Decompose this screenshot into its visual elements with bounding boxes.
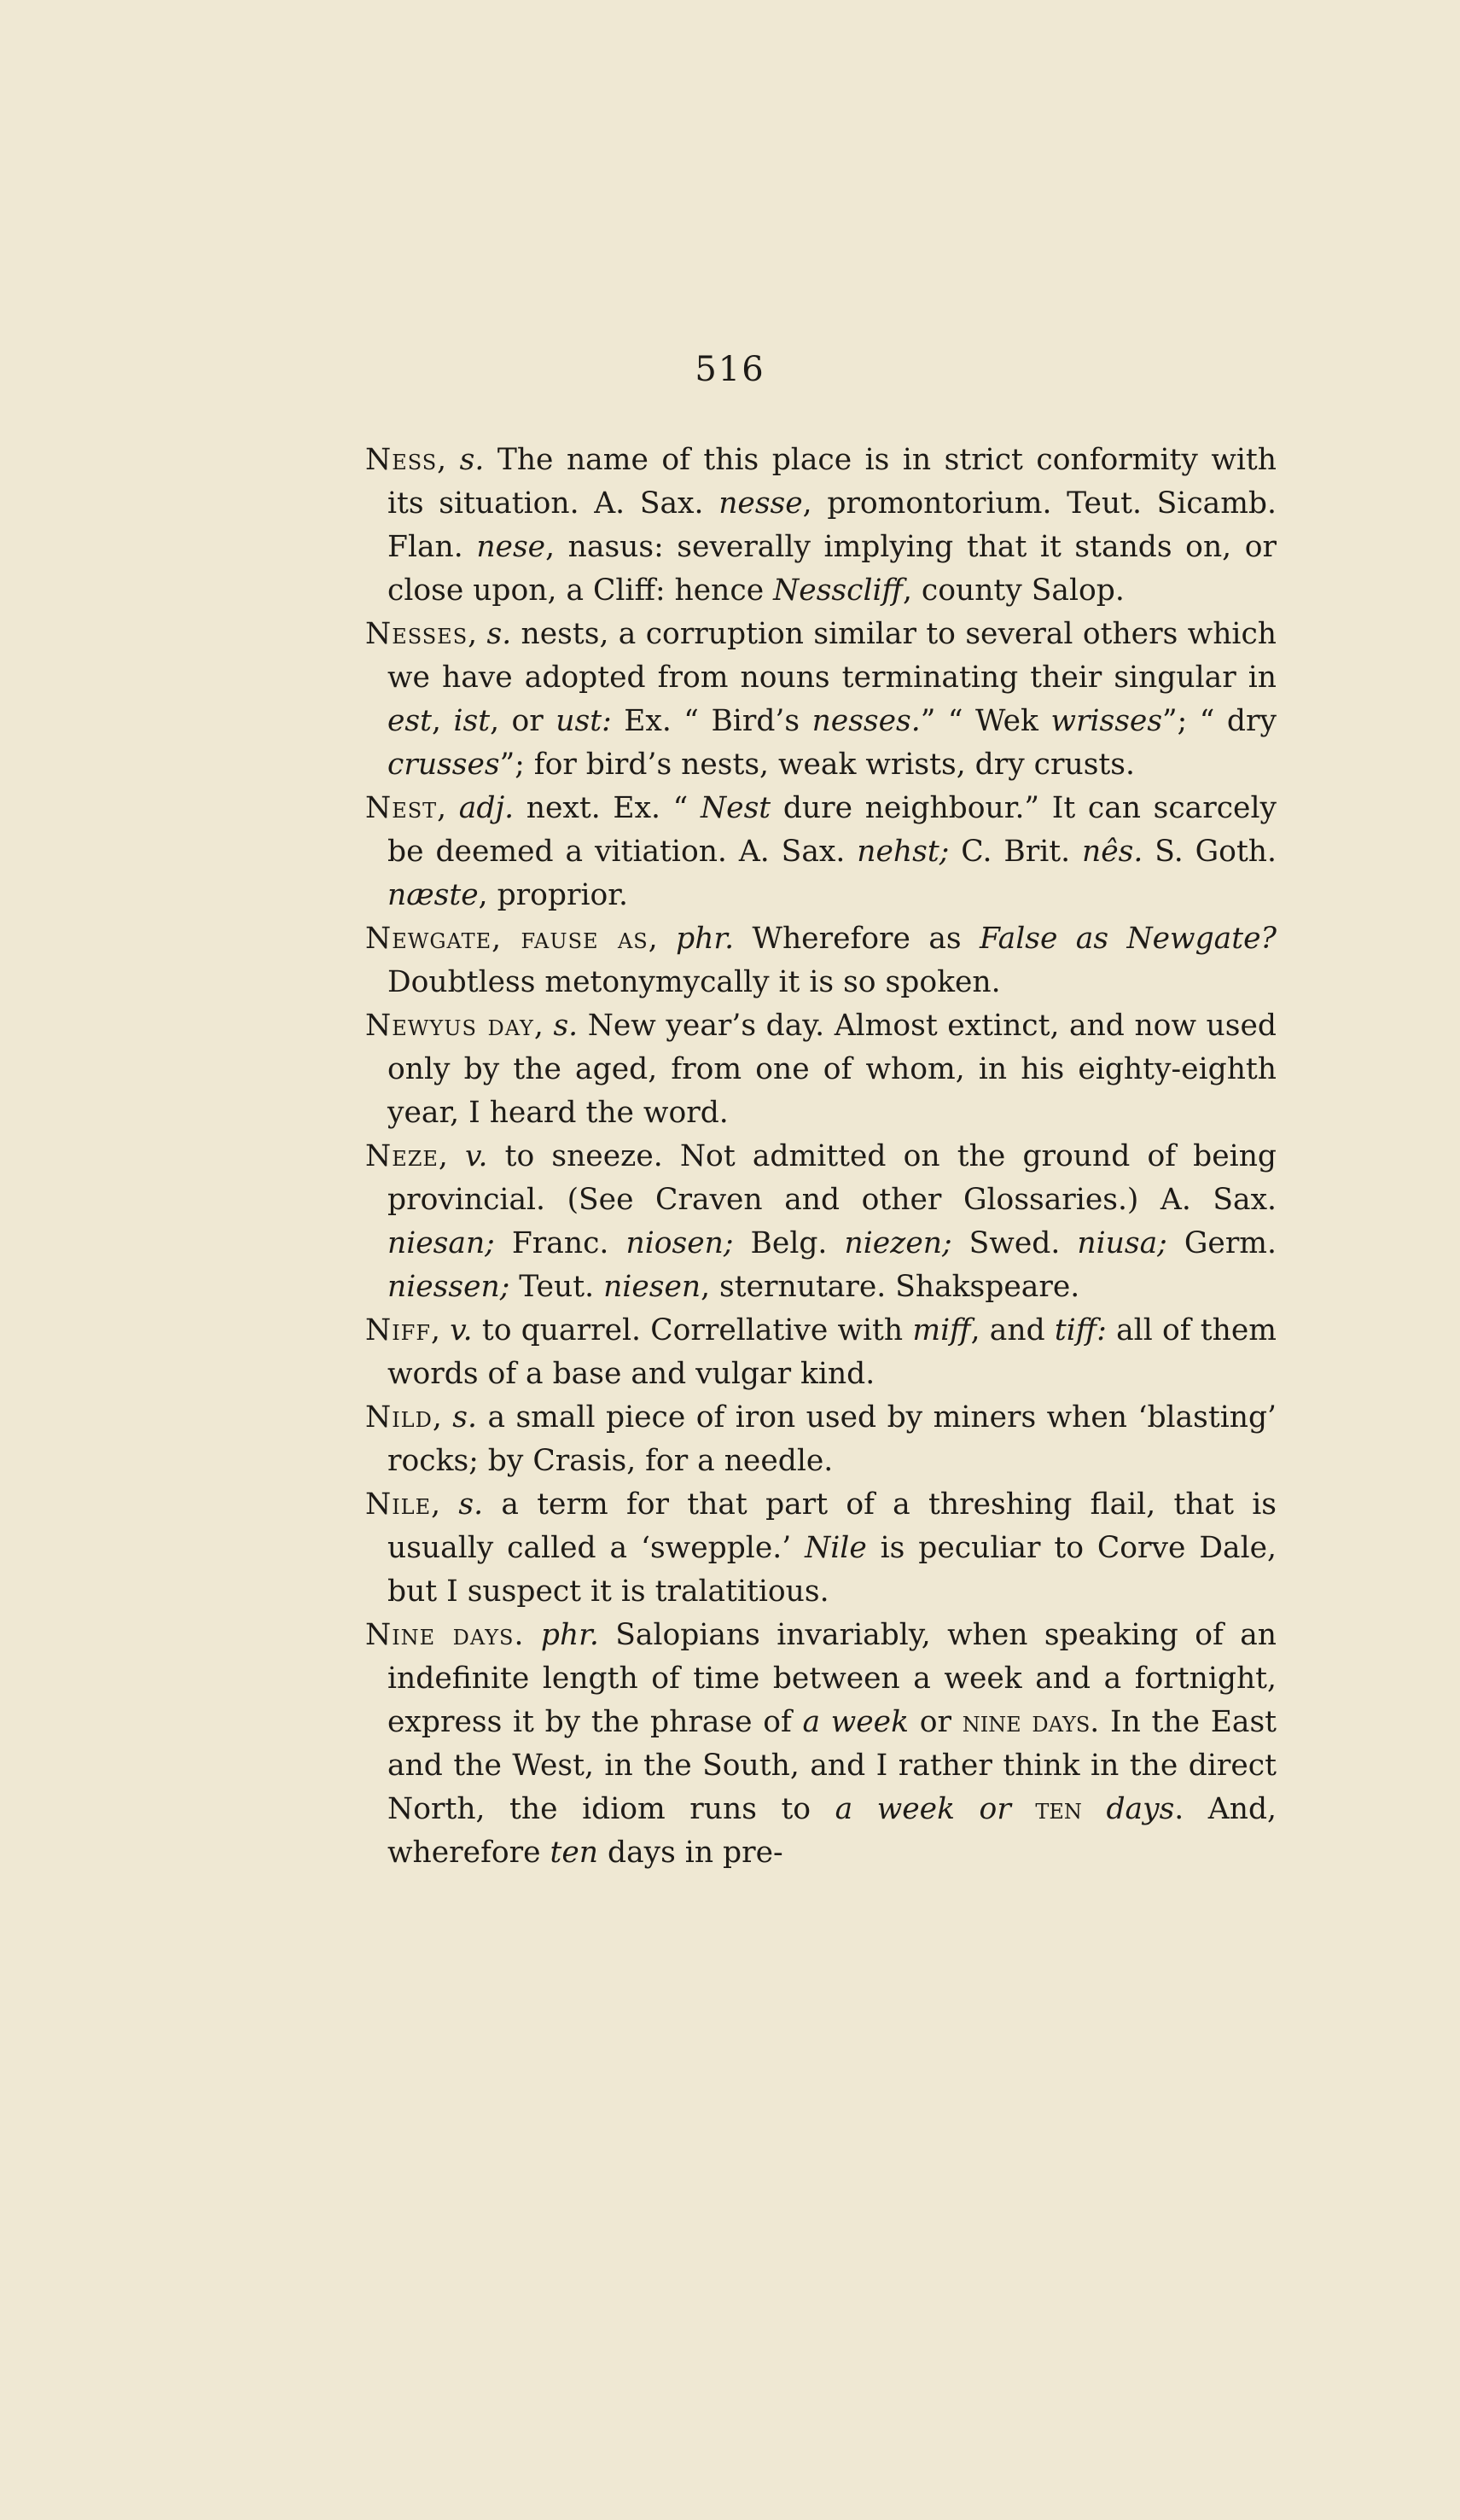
cited-form: nese (476, 530, 546, 564)
cited-form: ten (550, 1836, 599, 1870)
headword: Newgate, fause as (365, 922, 649, 956)
small-caps-phrase: ten (1035, 1792, 1082, 1826)
part-of-speech: s. (486, 617, 512, 651)
definition-text: a small piece of iron used by miners when ‘blasting’ rocks; by Crasis, for a needle. (387, 1400, 1277, 1478)
part-of-speech: adj. (458, 791, 515, 825)
definition-text: , (432, 704, 454, 738)
definition-text: Wherefore as (752, 922, 980, 956)
cited-form: niezen; (844, 1226, 952, 1260)
cited-form: Nest (700, 791, 771, 825)
headword: Nile (365, 1487, 432, 1522)
definition-text: , promontorium. Teut. Sicamb. Flan. (387, 486, 1277, 564)
cited-form: nesse (718, 486, 803, 521)
part-of-speech: s. (459, 443, 485, 477)
cited-form: ist (453, 704, 491, 738)
part-of-speech: s. (553, 1009, 579, 1043)
headword: Nest (365, 791, 438, 825)
entry-newyus-day: Newyus day, s. New year’s day. Almost extinct, and now used only by the aged, from one of whom, in his eighty-eighth year, I heard the word. (365, 1009, 1277, 1130)
cited-form: niusa; (1077, 1226, 1167, 1260)
definition-text: all of them words of a base and vulgar kind. (387, 1313, 1277, 1391)
cited-form: Nile (805, 1531, 867, 1565)
part-of-speech: phr. (676, 922, 735, 956)
definition-text: , or (490, 704, 556, 738)
headword: Nine days. (365, 1618, 525, 1652)
part-of-speech: v. (450, 1313, 473, 1347)
definition-text: ”; for bird’s nests, weak wrists, dry crusts. (499, 748, 1135, 782)
cited-form: est (387, 704, 432, 738)
headword: Nild (365, 1400, 433, 1435)
cited-form: a week or (835, 1792, 1011, 1826)
definition-text: Germ. (1166, 1226, 1277, 1260)
entry-newgate: Newgate, fause as, phr. Wherefore as False as Newgate? Doubtless metonymycally it is so spoken. (365, 922, 1277, 999)
definition-text: Teut. (509, 1270, 604, 1304)
cited-form: days (1106, 1792, 1175, 1826)
definition-text (1011, 1792, 1036, 1826)
definition-text: nests, a corruption similar to several others which we have adopted from nouns terminating their singular in (387, 617, 1277, 695)
headword: Neze (365, 1139, 439, 1173)
entry-nile: Nile, s. a term for that part of a threshing flail, that is usually called a ‘swepple.’ Nile is peculiar to Corve Dale, but I suspect it is tralatitious. (365, 1487, 1277, 1609)
definition-text: to quarrel. Correllative with (481, 1313, 913, 1347)
cited-form: nês. (1082, 835, 1143, 869)
definition-text: next. Ex. “ (526, 791, 701, 825)
cited-form: tiff: (1054, 1313, 1107, 1347)
page-number: 516 (695, 350, 765, 389)
definition-text: , nasus: severally implying that it stands on, or close upon, a Cliff: hence (387, 530, 1277, 608)
cited-form: niesen (603, 1270, 701, 1304)
definition-text: Salopians invariably, when speaking of an indefinite length of time between a week and a fortnight, express it by the phrase of (387, 1618, 1277, 1739)
entry-nesses: Nesses, s. nests, a corruption similar to several others which we have adopted from nouns terminating their singular in est, ist, or ust: Ex. “ Bird’s nesses.” “ Wek wrisses”; “ dry crusses”; for bird’s nests, weak wrists, dry crusts. (365, 617, 1277, 782)
cited-form: crusses (387, 748, 500, 782)
small-caps-phrase: nine days (962, 1705, 1091, 1739)
headword: Nesses (365, 617, 468, 651)
cited-form: Nesscliff (773, 573, 903, 608)
entry-nest: Nest, adj. next. Ex. “ Nest dure neighbour.” It can scarcely be deemed a vitiation. A. Sax. nehst; C. Brit. nês. S. Goth. næste, proprior. (365, 791, 1277, 912)
headword: Newyus day (365, 1009, 534, 1043)
cited-form: næste (387, 878, 479, 912)
cited-form: a week (802, 1705, 910, 1739)
headword: Niff (365, 1313, 431, 1347)
definition-text: S. Goth. (1143, 835, 1277, 869)
part-of-speech: s. (458, 1487, 484, 1522)
definition-text: Belg. (733, 1226, 845, 1260)
cited-form: niesan; (387, 1226, 495, 1260)
entry-niff: Niff, v. to quarrel. Correllative with miff, and tiff: all of them words of a base and vulgar kind. (365, 1313, 1277, 1391)
cited-form: niosen; (625, 1226, 734, 1260)
definition-text: or (909, 1705, 963, 1739)
definition-text: . In the East and the West, in the South, and I rather think in the direct North, the idiom runs to (387, 1705, 1277, 1826)
entry-neze: Neze, v. to sneeze. Not admitted on the ground of being provincial. (See Craven and other Glossaries.) A. Sax. niesan; Franc. niosen; Belg. niezen; Swed. niusa; Germ. niessen; Teut. niesen, sternutare. Shakspeare. (365, 1139, 1277, 1304)
definition-text: to sneeze. Not admitted on the ground of being provincial. (See Craven and other Glossaries.) A. Sax. (387, 1139, 1277, 1217)
cited-form: False as Newgate? (980, 922, 1277, 956)
glossary-column (365, 439, 1277, 1875)
cited-form: nehst; (857, 835, 950, 869)
definition-text: Doubtless metonymycally it is so spoken. (387, 965, 1001, 999)
definition-text: , and (970, 1313, 1055, 1347)
definition-text: Swed. (951, 1226, 1078, 1260)
entry-nild: Nild, s. a small piece of iron used by miners when ‘blasting’ rocks; by Crasis, for a needle. (365, 1400, 1277, 1478)
definition-text (1082, 1792, 1107, 1826)
definition-text: days in pre- (598, 1836, 783, 1870)
definition-text: ” “ Wek (920, 704, 1051, 738)
definition-text: , sternutare. Shakspeare. (701, 1270, 1080, 1304)
headword: Ness (365, 443, 438, 477)
definition-text: The name of this place is in strict conformity with its situation. A. Sax. (387, 443, 1277, 521)
part-of-speech: v. (465, 1139, 488, 1173)
part-of-speech: s. (452, 1400, 477, 1435)
cited-form: wrisses (1050, 704, 1163, 738)
part-of-speech: phr. (540, 1618, 599, 1652)
cited-form: nesses. (811, 704, 921, 738)
definition-text: Franc. (494, 1226, 626, 1260)
cited-form: miff (912, 1313, 971, 1347)
cited-form: niessen; (387, 1270, 510, 1304)
entry-ness: Ness, s. The name of this place is in strict conformity with its situation. A. Sax. nesse, promontorium. Teut. Sicamb. Flan. nese, nasus: severally implying that it stands on, or close upon, a Cliff: hence Nesscliff, county Salop. (365, 443, 1277, 608)
definition-text: C. Brit. (949, 835, 1083, 869)
definition-text: . And, wherefore (387, 1792, 1277, 1870)
definition-text: New year’s day. Almost extinct, and now used only by the aged, from one of whom, in his eighty-eighth year, I heard the word. (387, 1009, 1277, 1130)
definition-text: ”; “ dry (1162, 704, 1277, 738)
definition-text: , county Salop. (902, 573, 1125, 608)
definition-text: is peculiar to Corve Dale, but I suspect it is tralatitious. (387, 1531, 1277, 1609)
entry-nine-days (365, 1614, 1277, 1875)
definition-text: dure neighbour.” It can scarcely be deemed a vitiation. A. Sax. (387, 791, 1277, 869)
definition-text: Ex. “ Bird’s (611, 704, 812, 738)
definition-text: , proprior. (478, 878, 628, 912)
definition-text: a term for that part of a threshing flail, that is usually called a ‘swepple.’ (387, 1487, 1277, 1565)
cited-form: ust: (555, 704, 612, 738)
